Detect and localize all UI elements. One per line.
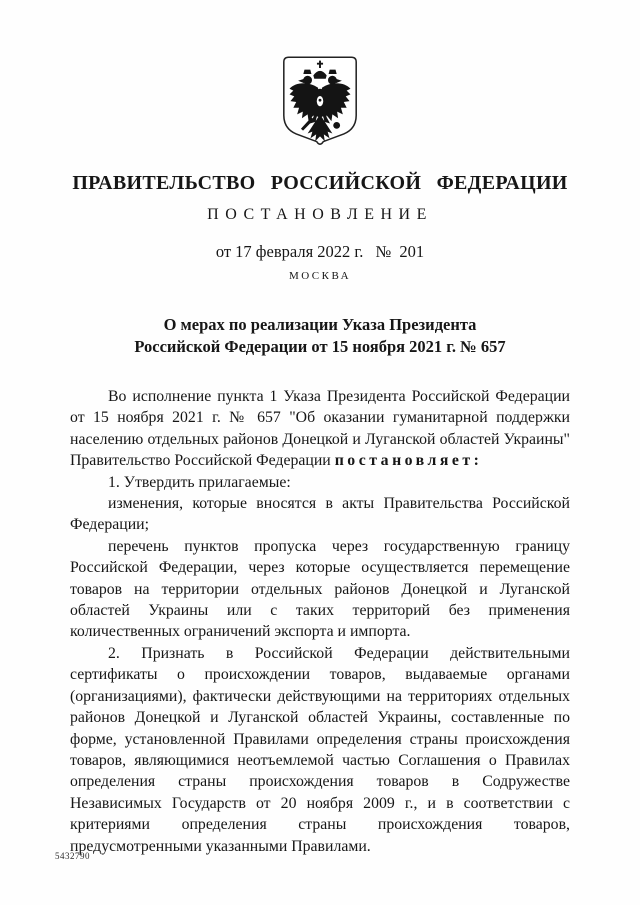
paragraph-item-1: 1. Утвердить прилагаемые: <box>108 473 291 491</box>
date-line <box>0 242 640 262</box>
document-number: № 201 <box>375 242 425 261</box>
document-title <box>0 314 640 357</box>
paragraph-item-2: 2. Признать в Российской Федерации действительными сертификаты о происхождении товаров, выдаваемые органами (организациями), фактически действующими на территориях отдельных районов Донецкой и Луганской областей Украины, составленные по форме, установленной Правилами определения страны происхождения товаров, являющимися неотъемлемой частью Соглашения о Правилах определения страны происхождения товаров в Содружестве Независимых Государств от 20 ноября 2009 г., и в соответствии с критериями определения страны происхождения товаров, предусмотренными указанными Правилами. <box>70 644 570 855</box>
paragraph-preamble <box>70 386 570 472</box>
russia-coat-of-arms-icon <box>280 55 360 151</box>
decree-word: постановляет: <box>334 452 483 470</box>
organization-name: ПРАВИТЕЛЬСТВО РОССИЙСКОЙ ФЕДЕРАЦИИ <box>72 172 568 194</box>
print-code: 5432790 <box>55 851 90 861</box>
document-body <box>70 386 570 857</box>
document-date: от 17 февраля 2022 г. <box>215 242 364 261</box>
document-type: ПОСТАНОВЛЕНИЕ <box>207 206 433 223</box>
document-title-line1: О мерах по реализации Указа Президента <box>163 315 477 334</box>
preamble-text: Во исполнение пункта 1 Указа Президента Российской Федерации от 15 ноября 2021 г. № 657 "Об оказании гуманитарной поддержки населению отдельных районов Донецкой и Луганской областей Украины" Правительство Российской Федерации <box>70 388 570 470</box>
paragraph-item-1-sub-2: перечень пунктов пропуска через государственную границу Российской Федерации, через которые осуществляется перемещение товаров на территории отдельных районов Донецкой и Луганской областей Украины или с таких территорий без применения количественных ограничений экспорта и импорта. <box>70 537 570 641</box>
document-title-line2: Российской Федерации от 15 ноября 2021 г. № 657 <box>134 336 506 356</box>
paragraph-item-1-sub-1: изменения, которые вносятся в акты Правительства Российской Федерации; <box>70 495 570 534</box>
city-label: МОСКВА <box>288 270 352 282</box>
